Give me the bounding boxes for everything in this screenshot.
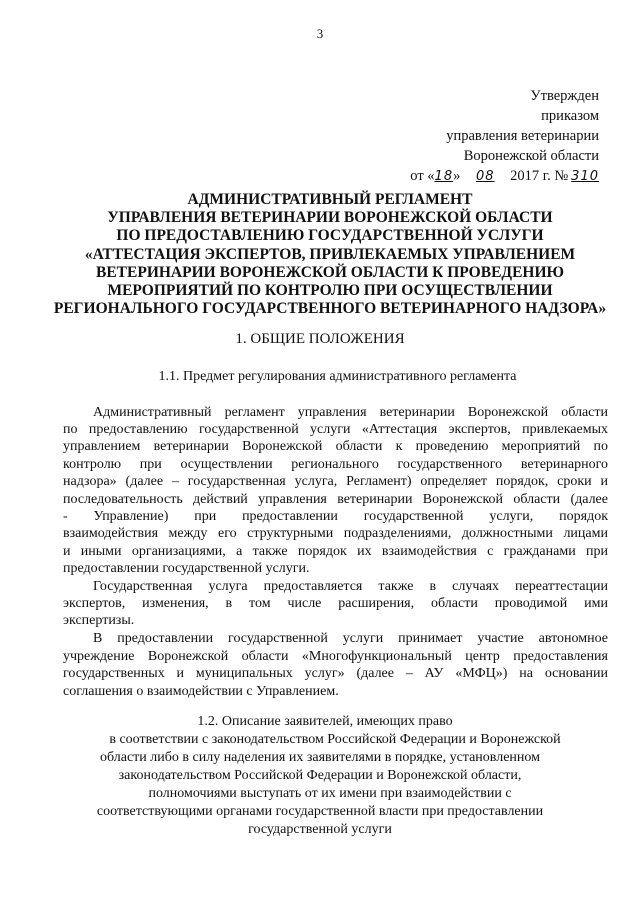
approval-region: Воронежской области [463, 148, 599, 164]
para1-line-1: Административный регламент управления ветеринарии Воронежской области [93, 405, 608, 420]
date-prefix: от « [410, 168, 435, 184]
para3-line-4: соглашения о взаимодействии с Управлением. [63, 684, 339, 699]
para3-line-3: государственных и муниципальных услуг» (далее – АУ «МФЦ») на основании [63, 666, 608, 681]
title-line-4: «АТТЕСТАЦИЯ ЭКСПЕРТОВ, ПРИВЛЕКАЕМЫХ УПРАВЛЕНИЕМ [84, 246, 576, 263]
approval-date-line [0, 166, 599, 187]
approval-department: управления ветеринарии [446, 128, 599, 144]
subsection-1-2-line-3: области либо в силу наделения их заявителями в порядке, установленном [99, 750, 540, 765]
title-line-5: ВЕТЕРИНАРИИ ВОРОНЕЖСКОЙ ОБЛАСТИ К ПРОВЕДЕНИЮ [96, 264, 564, 281]
approval-order: приказом [541, 108, 599, 124]
title-line-6: МЕРОПРИЯТИЙ ПО КОНТРОЛЮ ПРИ ОСУЩЕСТВЛЕНИИ [107, 282, 553, 299]
para1-line-6: последовательность действий управления ветеринарии Воронежской области (далее [63, 492, 608, 507]
para1-line-2: по предоставлению государственной услуги «Аттестация экспертов, привлекаемых [63, 422, 608, 437]
approval-approved: Утвержден [530, 88, 599, 104]
para2-line-3: экспертизы. [63, 613, 135, 628]
date-month: 08 [475, 169, 495, 184]
subsection-1-2-line-2: в соответствии с законодательством Российской Федерации и Воронежской [109, 732, 561, 747]
para1-line-10: предоставлении государственной услуги. [63, 561, 310, 576]
page-number: 3 [316, 26, 324, 41]
title-line-3: ПО ПРЕДОСТАВЛЕНИЮ ГОСУДАРСТВЕННОЙ УСЛУГИ [116, 227, 544, 244]
subsection-1-1-heading: 1.1. Предмет регулирования административного регламента [158, 369, 517, 384]
date-mid: » [453, 168, 464, 184]
subsection-1-2-line-6: соответствующими органами государственной власти при предоставлении [96, 804, 544, 819]
para1-line-3: управлением ветеринарии Воронежской области к проведению мероприятий по [63, 439, 608, 454]
date-year: 2017 г. № [506, 168, 569, 184]
subsection-1-2-line-7: государственной услуги [248, 822, 392, 837]
para2-line-2: экспертов, изменения, в том числе расширения, области проводимой ими [63, 596, 608, 611]
para3-line-1: В предоставлении государственной услуги принимает участие автономное [93, 631, 608, 646]
title-line-2: УПРАВЛЕНИЯ ВЕТЕРИНАРИИ ВОРОНЕЖСКОЙ ОБЛАСТИ [107, 209, 553, 226]
title-line-7: РЕГИОНАЛЬНОГО ГОСУДАРСТВЕННОГО ВЕТЕРИНАРНОГО НАДЗОРА» [53, 300, 607, 317]
title-line-1: АДМИНИСТРАТИВНЫЙ РЕГЛАМЕНТ [187, 191, 473, 208]
para1-line-8: взаимодействия между его структурными подразделениями, должностными лицами [63, 526, 608, 541]
para1-line-9: и иными организациями, а также порядок их взаимодействия с гражданами при [63, 544, 608, 559]
section-heading: 1. ОБЩИЕ ПОЛОЖЕНИЯ [235, 331, 405, 347]
para1-line-5: надзора» (далее – государственная услуга, Регламент) определяет порядок, сроки и [63, 474, 608, 489]
date-day: 18 [434, 169, 454, 184]
para1-line-4: контролю при осуществлении регионального государственного ветеринарного [63, 457, 608, 472]
subsection-1-2-line-4: законодательством Российской Федерации и Воронежской области, [118, 768, 522, 783]
subsection-1-2-line-1: 1.2. Описание заявителей, имеющих право [197, 714, 453, 729]
para2-line-1: Государственная услуга предоставляется также в случаях переаттестации [93, 579, 608, 594]
subsection-1-2-line-5: полномочиями выступать от их имени при взаимодействии с [148, 786, 512, 801]
date-number: 310 [571, 169, 599, 184]
para1-line-7: - Управление) при предоставлении государственной услуги, порядок [63, 509, 608, 524]
para3-line-2: учреждение Воронежской области «Многофункциональный центр предоставления [63, 649, 608, 664]
